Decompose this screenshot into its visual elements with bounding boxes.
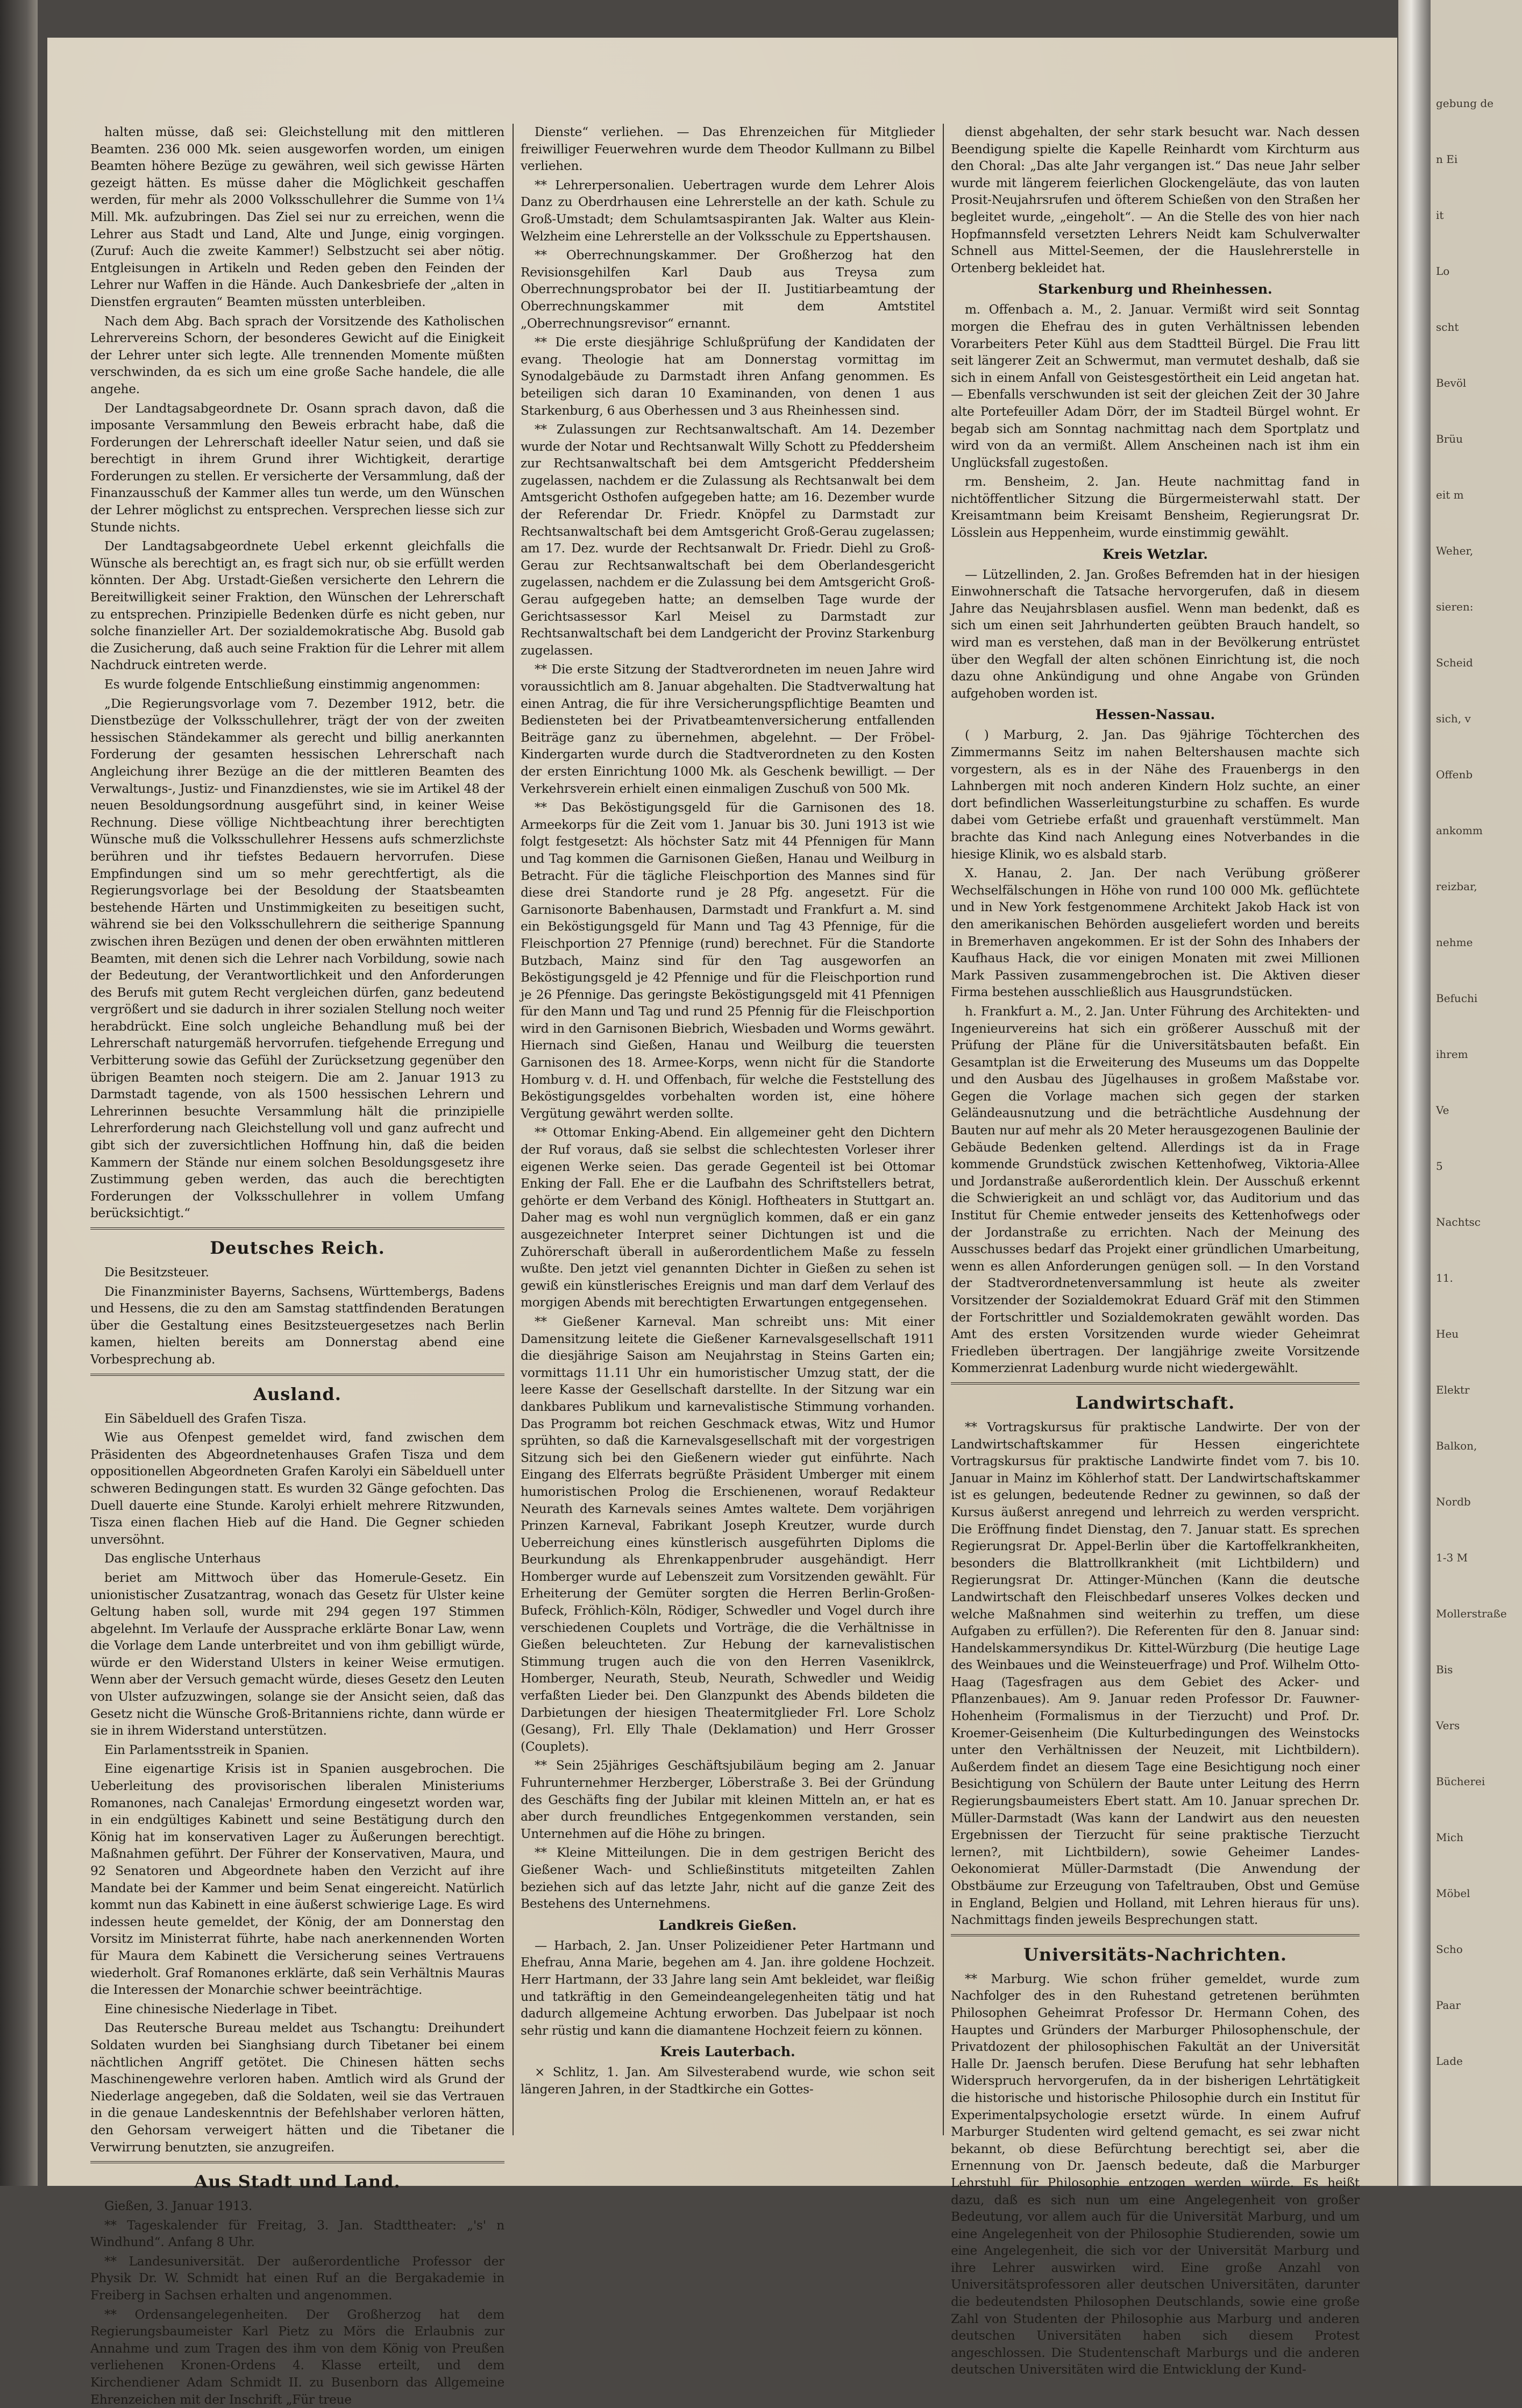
adjacent-page-fragment: scht [1436, 321, 1459, 333]
subsection-heading-kreis-wetzlar: Kreis Wetzlar. [1102, 546, 1208, 562]
article-paragraph: Gießen, 3. Januar 1913. [104, 2199, 253, 2214]
adjacent-page-fragment: Bücherei [1436, 1775, 1485, 1788]
section-rule [951, 1382, 1360, 1384]
article-paragraph: Der Landtagsabgeordnete Dr. Osann sprach davon, daß die imposante Versammlung den Beweis erbracht habe, daß die Forderungen der Lehrerschaft ideeller Natur seien, und daß sie berechtigt in ihrem Grund ihrer Wichtigkeit, derartige Forderungen zu stellen. Er versicherte der Versammlung, daß der Finanzausschuß der Kammer alles tun werde, um den Wünschen der Lehrer möglichst zu entsprechen. Versprechen liesse sich zur Stunde nichts. [90, 401, 504, 535]
article-paragraph: ** Ottomar Enking-Abend. Ein allgemeiner geht den Dichtern der Ruf voraus, daß sie selbst die schlechtesten Vorleser ihrer eigenen Werke seien. Das gerade Gegenteil ist bei Ottomar Enking der Fall. Ehe er die Laufbahn des Schriftstellers betrat, gehörte er dem Verband des Königl. Hoftheaters in Stuttgart an. Daher mag es wohl nun vergnüglich kommen, daß er ein ganz ausgezeichneter Interpret seiner Dichtungen ist und die Zuhörerschaft überall in außerordentlichem Maße zu fesseln wußte. Den jetzt viel genannten Dichter in Gießen zu sehen ist gewiß ein künstlerisches Ereignis und man darf dem Verlauf des morgigen Abends mit berechtigten Erwartungen entgegensehen. [521, 1125, 935, 1310]
article-paragraph: Eine chinesische Niederlage in Tibet. [104, 2001, 338, 2016]
adjacent-page-fragment: ankomm [1436, 824, 1483, 837]
section-heading-stadt-und-land: Aus Stadt und Land. [194, 2171, 401, 2192]
article-paragraph: ** Ordensangelegenheiten. Der Großherzog hat dem Regierungsbaumeister Karl Pietz zu Mörs die Erlaubnis zur Annahme und zum Tragen des ihm von dem König von Preußen verliehenen Kronen-Ordens 4. Klasse erteilt, und dem Kirchendiener Adam Schmidt II. zu Busenborn das Allgemeine Ehrenzeichen mit der Inschrift „Für treue [90, 2307, 504, 2407]
article-paragraph: ** Vortragskursus für praktische Landwirte. Der von der Landwirtschaftskammer für Hessen eingerichtete Vortragskursus für praktische Landwirte findet vom 7. bis 10. Januar in Mainz im Köhlerhof statt. Der Landwirtschaftskammer ist es gelungen, bedeutende Redner zu gewinnen, so daß der Kursus äußerst anregend und lehrreich zu werden verspricht. Die Eröffnung findet Dienstag, den 7. Januar statt. Es sprechen Regierungsrat Dr. Appel-Berlin über die Kartoffelkrankheiten, besonders die Blattrollkrankheit (mit Lichtbildern) und Regierungsrat Dr. Attinger-München (Kann die deutsche Landwirtschaft den Fleischbedarf unseres Volkes decken und welche Maßnahmen sind weiterhin zu treffen, um diese Aufgaben zu erfüllen?). Die Referenten für den 8. Januar sind: Handelskammersyndikus Dr. Kittel-Würzburg (Die heutige Lage des Weinbaues und die Weinsteuerfrage) und Prof. Wilhelm Otto-Haag (Tagesfragen aus dem Gebiet des Acker- und Pflanzenbaues). Am 9. Januar reden Professor Dr. Fauwner-Hohenheim (Formalismus in der Tierzucht) und Prof. Dr. Kroemer-Geisenheim (Die Kulturbedingungen des Weinstocks unter den Verhältnissen der Neuzeit, mit Lichtbildern). Außerdem findet an diesem Tage eine Besichtigung noch einer Besichtigung von Schülern der Baute unter Leitung des Herrn Regierungsbaumeisters Ebert statt. Am 10. Januar sprechen Dr. Müller-Darmstadt (Was kann der Landwirt aus den neuesten Ergebnissen der Tierzucht für seine praktische Tierzucht lernen?, mit Lichtbildern), sowie Geheimer Landes-Oekonomierat Müller-Darmstadt (Die Anwendung der Obstbäume zur Erzeugung von Tafeltrauben, Obst und Gemüse in England, Belgien und Holland, mit Lehren hieraus für uns). Nachmittags finden jeweils Besprechungen statt. [951, 1419, 1360, 1928]
section-heading-landwirtschaft: Landwirtschaft. [1075, 1392, 1235, 1413]
column-rule-2 [943, 124, 944, 2135]
adjacent-page-fragment: Mollerstraße [1436, 1607, 1507, 1620]
article-paragraph: dienst abgehalten, der sehr stark besucht war. Nach dessen Beendigung spielte die Kapelle Reinhardt vom Kirchturm aus den Choral: „Das alte Jahr vergangen ist.“ Das neue Jahr selber wurde mit längerem feierlichen Glockengeläute, das von lauten Prosit-Neujahrsrufen und öfterem Schießen von den Straßen her begleitet wurde, „eingeholt“. — An die Stelle des von hier nach Hopfmannsfeld versetzten Lehrers Neidt kam Schulverwalter Schnell aus Mittel-Seemen, der die Hauslehrerstelle in Ortenberg bekleidet hat. [951, 125, 1360, 275]
adjacent-page-fragment: Bis [1436, 1663, 1453, 1676]
article-paragraph: ** Gießener Karneval. Man schreibt uns: Mit einer Damensitzung leitete die Gießener Karnevalsgesellschaft 1911 die diesjährige Saison am Neujahrstag in Steins Garten ein; vormittags 11.11 Uhr ein humoristischer Umzug statt, der die leere Kasse der Gesellschaft darstellte. In der Sitzung war ein dankbares Publikum und karnevalistische Stimmung vorhanden. Das Programm bot reichen Geschmack etwas, Witz und Humor sprühten, so daß die Karnevalsgesellschaft mit der vorgestrigen Sitzung sich bei den Gießenern wieder gut einführte. Nach Eingang des Elferrats begrüßte Präsident Umberger mit einem humoristischen Prolog die Erschienenen, worauf Redakteur Neurath des Karnevals seines Amtes waltete. Dem vorjährigen Prinzen Karneval, Fabrikant Joseph Kreutzer, wurde durch Ueberreichung eines künstlerisch ausgeführten Diploms die Beurkundung als Ehrenkappenbruder ausgehändigt. Herr Homberger wurde auf Lebenszeit zum Vorsitzenden gewählt. Für Erheiterung der Gemüter sorgten die Herren Berlin-Großen-Bufeck, Fröhlich-Köln, Rödiger, Schwedler und Vogel durch ihre verschiedenen Couplets und Vorträge, die die Verhältnisse in Gießen beleuchteten. Zur Hebung der karnevalistischen Stimmung trugen auch die von den Herren Vaseniklrck, Homberger, Neurath, Steub, Neurath, Schwedler und Weidig verfaßten Lieder bei. Den Glanzpunkt des Abends bildeten die Darbietungen der hiesigen Theatermitglieder Frl. Lore Scholz (Gesang), Frl. Elly Thale (Deklamation) und Herr Grosser (Couplets). [521, 1314, 935, 1754]
article-paragraph: — Harbach, 2. Jan. Unser Polizeidiener Peter Hartmann und Ehefrau, Anna Marie, begehen am 4. Jan. ihre goldene Hochzeit. Herr Hartmann, der 33 Jahre lang sein Amt bekleidet, war fleißig und tatkräftig in den Gemeindeangelegenheiten tätig und hat dadurch allgemeine Achtung erworben. Das Jubelpaar ist noch sehr rüstig und kann die diamantene Hochzeit feiern zu können. [521, 1938, 935, 2038]
article-paragraph: Nach dem Abg. Bach sprach der Vorsitzende des Katholischen Lehrervereins Schorn, der besonderes Gewicht auf die Einigkeit der Lehrer unter sich legte. Alle trennenden Momente müßten verschwinden, da es sich um eine große Sache handele, die alle angehe. [90, 314, 504, 396]
subsection-heading-starkenburg: Starkenburg und Rheinhessen. [1038, 281, 1272, 297]
article-paragraph: Das Reutersche Bureau meldet aus Tschangtu: Dreihundert Soldaten wurden bei Sianghsiang durch Tibetaner bei einem nächtlichen Angriff getötet. Die Chinesen hätten sechs Maschinengewehre verloren haben. Amtlich wird als Grund der Niederlage angegeben, daß die Soldaten, weil sie das Vertrauen in die genaue Landeskenntnis der Befehlshaber verloren hätten, den Gehorsam verweigert hätten und die Tibetaner die Verwirrung benutzten, sie anzugreifen. [90, 2021, 504, 2155]
section-rule [90, 1374, 504, 1376]
adjacent-page-fragment: Brüu [1436, 432, 1463, 445]
article-paragraph: ** Marburg. Wie schon früher gemeldet, wurde zum Nachfolger des in den Ruhestand getretenen berühmten Philosophen Geheimrat Professor Dr. Hermann Cohen, des Hauptes und Gründers der Marburger Philosophenschule, der Privatdozent der philosophischen Fakultät an der Universität Halle Dr. Jaensch berufen. Diese Berufung hat sehr lebhaften Widerspruch hervorgerufen, da in der bisherigen Lehrtätigkeit die historische und historische Philosophie durch ein Institut für Experimentalpsychologie ersetzt würde. In einem Aufruf Marburger Studenten wird geltend gemacht, es sei zwar nicht bekannt, ob diese Befürchtung berechtigt sei, aber die Ernennung von Dr. Jaensch bedeute, daß die Marburger Lehrstuhl für Philosophie entzogen werden würde. Es heißt dazu, daß es sich nun um eine Angelegenheit von großer Bedeutung, vor allem auch für die Universität Marburg, und um eine Angelegenheit von der Philosophie Studierenden, sowie um eine Angelegenheit, die sich vor der Universität Marburg und ihre Lehrer auswirken wird. Eine große Anzahl von Universitätsprofessoren aller deutschen Universitäten, darunter die bedeutendsten Philosophen Deutschlands, sowie eine große Zahl von Studenten der Philosophie aus Marburg und anderen deutschen Universitäten haben sich diesem Protest angeschlossen. Die Studentenschaft Marburgs und die anderen deutschen Universitäten wird die Entwicklung der Kund- [951, 1971, 1360, 2377]
adjacent-page-strip [1431, 0, 1522, 2186]
adjacent-page-fragment: Nachtsc [1436, 1216, 1481, 1228]
section-heading-universitaets-nachrichten: Universitäts-Nachrichten. [1023, 1944, 1287, 1965]
adjacent-page-fragment: 1-3 M [1436, 1551, 1468, 1564]
article-paragraph: Ein Säbelduell des Grafen Tisza. [104, 1411, 307, 1426]
adjacent-page-fragment: eit m [1436, 488, 1464, 501]
adjacent-page-fragment: Möbel [1436, 1887, 1470, 1900]
subsection-heading-hessen-nassau: Hessen-Nassau. [1095, 707, 1215, 723]
article-paragraph: Dienste“ verliehen. — Das Ehrenzeichen für Mitglieder freiwilliger Feuerwehren wurde dem Theodor Kullmann zu Bilbel verliehen. [521, 125, 935, 174]
article-paragraph: Das englische Unterhaus [104, 1551, 261, 1566]
article-paragraph: ** Die erste Sitzung der Stadtverordneten im neuen Jahre wird voraussichtlich am 8. Januar abgehalten. Die Stadtverwaltung hat einen Antrag, die für ihre Versicherungspflichtige Beamten und Bediensteten bei der Privatbeamtenversicherung entfallenden Beiträge ganz zu übernehmen, abgelehnt. — Der Fröbel-Kindergarten wurde durch die Stadtverordneten zu den Kosten der ersten Einrichtung 1000 Mk. als Geschenk bewilligt. — Der Verkehrsverein erhielt einen einmaligen Zuschuß von 500 Mk. [521, 662, 935, 796]
article-paragraph: Die Finanzminister Bayerns, Sachsens, Württembergs, Badens und Hessens, die zu den am Samstag stattfindenden Beratungen über die Gestaltung eines Besitzsteuergesetzes nach Berlin kamen, hielten bereits am Donnerstag abend eine Vorbesprechung ab. [90, 1284, 504, 1367]
adjacent-page-fragment: Paar [1436, 1999, 1461, 2012]
section-rule [90, 1227, 504, 1230]
article-paragraph: ** Lehrerpersonalien. Uebertragen wurde dem Lehrer Alois Danz zu Oberdrhausen eine Lehrerstelle an der kath. Schule zu Groß-Umstadt; dem Schulamtsaspiranten Jak. Walter aus Klein-Welzheim eine Lehrerstelle an der Volksschule zu Eppertshausen. [521, 177, 935, 244]
adjacent-page-fragment: Vers [1436, 1719, 1460, 1732]
adjacent-page-fragment: nehme [1436, 936, 1473, 949]
article-paragraph: h. Frankfurt a. M., 2. Jan. Unter Führung des Architekten- und Ingenieurvereins hat sich ein größerer Ausschuß mit der Prüfung der Pläne für die Universitätsbauten befaßt. Ein Gesamtplan ist die Erweiterung des Museums um das Doppelte und den Ausbau des Jügelhauses in großem Maßstabe vor. Gegen die Vorlage machen sich gegen der starken Geländeausnutzung und die beträchtliche Ausdehnung der Bauten nur auf mehr als 20 Meter herausgezogenen Baulinie der Gebäude Bedenken geltend. Allerdings ist da in Frage kommende Grundstück zwischen Kettenhofweg, Viktoria-Allee und Jordanstraße außerordentlich klein. Der Ausschuß erkennt die Schwierigkeit an und schlägt vor, das Auditorium und das Institut für Chemie entweder jenseits des Kettenhofwegs oder der Jordanstraße zu errichten. Nach der Meinung des Ausschusses bedarf das Projekt einer gründlichen Umarbeitung, wenn es allen Anforderungen genügen soll. — In den Vorstand der Stadtverordnetenversammlung ist heute als zweiter Vorsitzender der Sozialdemokrat Eduard Gräf mit den Stimmen der Fortschrittler und Sozialdemokraten gewählt worden. Das Amt des ersten Vorsitzenden wurde wieder Geheimrat Friedleben übertragen. Der langjährige zweite Vorsitzende Kommerzienrat Ladenburg wurde nicht wiedergewählt. [951, 1004, 1360, 1376]
article-paragraph: m. Offenbach a. M., 2. Januar. Vermißt wird seit Sonntag morgen die Ehefrau des in guten Verhältnissen lebenden Vorarbeiters Peter Kühl aus dem Stadtteil Bürgel. Die Frau litt seit längerer Zeit an Schwermut, man vermutet deshalb, daß sie sich in einem Anfall von Geistesgestörtheit ein Leid angetan hat. — Ebenfalls verschwunden ist seit der gleichen Zeit der 30 Jahre alte Portefeuiller Adam Dörr, der im Stadteil Bürgel wohnt. Er begab sich am Sonntag nachmittag nach dem Sportplatz und wird von da an vermißt. Allem Anscheinen nach ist ihm ein Unglücksfall zugestoßen. [951, 302, 1360, 470]
adjacent-page-fragment: Offenb [1436, 768, 1473, 781]
section-rule [951, 1934, 1360, 1936]
adjacent-page-fragment: Balkon, [1436, 1439, 1477, 1452]
article-paragraph: ** Die erste diesjährige Schlußprüfung der Kandidaten der evang. Theologie hat am Donnerstag vormittag im Synodalgebäude zu Darmstadt ihren Anfang genommen. Es beteiligen sich daran 10 Examinanden, von denen 1 aus Starkenburg, 6 aus Oberhessen und 3 aus Rheinhessen sind. [521, 335, 935, 418]
subsection-heading-kreis-lauterbach: Kreis Lauterbach. [660, 2044, 795, 2060]
article-paragraph: rm. Bensheim, 2. Jan. Heute nachmittag fand in nichtöffentlicher Sitzung die Bürgermeisterwahl statt. Der Kreisamtmann beim Kreisamt Bensheim, Regierungsrat Dr. Lösslein aus Heppenheim, wurde einstimmig gewählt. [951, 474, 1360, 541]
adjacent-page-fragment: Heu [1436, 1327, 1459, 1340]
subsection-heading-landkreis-giessen: Landkreis Gießen. [658, 1917, 797, 1933]
article-paragraph: ** Landesuniversität. Der außerordentliche Professor der Physik Dr. W. Schmidt hat einen Ruf an die Bergakademie in Freiberg in Sachsen erhalten und angenommen. [90, 2254, 504, 2303]
section-heading-ausland: Ausland. [253, 1383, 342, 1404]
scan-right-edge [1398, 0, 1431, 2186]
adjacent-page-fragment: Weher, [1436, 544, 1474, 557]
section-heading-deutsches-reich: Deutsches Reich. [210, 1238, 385, 1258]
article-paragraph: — Lützellinden, 2. Jan. Großes Befremden hat in der hiesigen Einwohnerschaft die Tatsache hervorgerufen, daß in diesem Jahre das Neujahrsblasen ausfiel. Wenn man bedenkt, daß es sich um einen seit Jahrhunderten geübten Brauch handelt, so wird man es verstehen, daß man in der Bevölkerung entrüstet über den Wegfall der alten schönen Einrichtung ist, die noch dazu ohne Ankündigung und ohne Angabe von Gründen aufgehoben worden ist. [951, 567, 1360, 701]
adjacent-page-fragment: Befuchi [1436, 992, 1478, 1005]
column-rule-1 [513, 124, 514, 2135]
scan-left-edge [0, 0, 38, 2186]
adjacent-page-fragment: Scheid [1436, 656, 1473, 669]
adjacent-page-fragment: 5 [1436, 1160, 1443, 1173]
article-paragraph: Ein Parlamentsstreik in Spanien. [104, 1742, 309, 1757]
article-paragraph: Wie aus Ofenpest gemeldet wird, fand zwischen dem Präsidenten des Abgeordnetenhauses Grafen Tisza und dem oppositionellen Abgeordneten Grafen Karolyi ein Säbelduell unter schweren Bedingungen statt. Es wurden 32 Gänge gefochten. Das Duell dauerte eine Stunde. Karolyi erhielt mehrere Ritzwunden, Tisza einen flachen Hieb auf die Hand. Die Gegner schieden unversöhnt. [90, 1430, 504, 1547]
adjacent-page-fragment: 11. [1436, 1272, 1453, 1284]
article-paragraph: Die Besitzsteuer. [104, 1265, 209, 1280]
article-paragraph: X. Hanau, 2. Jan. Der nach Verübung größerer Wechselfälschungen in Höhe von rund 100 000 Mk. geflüchtete und in New York festgenommene Architekt Jakob Hack ist von den amerikanischen Behörden ausgeliefert worden und bereits in Bremerhaven angekommen. Er ist der Sohn des Inhabers der Kaufhaus Hack, die vor einigen Monaten mit zwei Millionen Mark Passiven zusammengebrochen ist. Die Aktiven dieser Firma bestehen ausschließlich aus Hausgrundstücken. [951, 866, 1360, 1000]
adjacent-page-fragment: reizbar, [1436, 880, 1477, 893]
adjacent-page-fragment: ihrem [1436, 1048, 1468, 1061]
article-paragraph: ** Kleine Mitteilungen. Die in dem gestrigen Bericht des Gießener Wach- und Schließinstituts mitgeteilten Zahlen beziehen sich auf das letzte Jahr, nicht auf die ganze Zeit des Bestehens des Unternehmens. [521, 1845, 935, 1912]
adjacent-page-fragment: sieren: [1436, 600, 1474, 613]
column-1 [90, 124, 504, 2407]
adjacent-page-fragment: it [1436, 209, 1444, 222]
article-paragraph: Der Landtagsabgeordnete Uebel erkennt gleichfalls die Wünsche als berechtigt an, es fragt sich nur, ob sie erfüllt werden könnten. Der Abg. Urstadt-Gießen versicherte den Lehrern die Bereitwilligkeit seiner Fraktion, den Wünschen der Lehrerschaft zu entsprechen. Prinzipielle Bedenken dürfe es nicht geben, nur solche finanzieller Art. Der sozialdemokratische Abg. Busold gab die Zusicherung, daß auch seine Fraktion für die Lehrer mit allem Nachdruck eintreten werde. [90, 539, 504, 673]
adjacent-page-fragment: Elektr [1436, 1383, 1470, 1396]
article-paragraph: beriet am Mittwoch über das Homerule-Gesetz. Ein unionistischer Zusatzantrag, wonach das Gesetz für Ulster keine Geltung haben soll, wurde mit 294 gegen 197 Stimmen abgelehnt. Im Verlaufe der Aussprache erklärte Bonar Law, wenn die Vorlage dem Lande unterbreitet und von ihm gebilligt würde, würde er den Widerstand Ulsters in keiner Weise ermutigen. Wenn aber der Versuch gemacht würde, dieses Gesetz den Leuten von Ulster aufzuzwingen, solange sie der Ansicht seien, daß das Gesetz nicht die Wünsche Groß-Britanniens richte, dann würde er sie in ihrem Widerstand unterstützen. [90, 1570, 504, 1738]
article-paragraph: ** Oberrechnungskammer. Der Großherzog hat den Revisionsgehilfen Karl Daub aus Treysa zum Oberrechnungsprobator bei der II. Justitiarbeamtung der Oberrechnungskammer mit dem Amtstitel „Oberrechnungsrevisor“ ernannt. [521, 248, 935, 331]
column-3 [951, 124, 1360, 2377]
article-paragraph: ** Zulassungen zur Rechtsanwaltschaft. Am 14. Dezember wurde der Notar und Rechtsanwalt Willy Schott zu Pfeddersheim zur Rechtsanwaltschaft bei dem Amtsgericht Pfeddersheim zugelassen, nachdem er die Zulassung als Rechtsanwalt bei dem Amtsgericht Osthofen aufgegeben hatte; am 16. Dezember wurde der Referendar Dr. Friedr. Knöpfel zu Darmstadt zur Rechtsanwaltschaft bei dem Amtsgericht Groß-Gerau zugelassen; am 17. Dez. wurde der Rechtsanwalt Dr. Friedr. Diehl zu Groß-Gerau zur Rechtsanwaltschaft bei dem Oberlandesgericht zugelassen, nachdem er die Zulassung bei dem Amtsgericht Groß-Gerau aufgegeben hatte; an demselben Tage wurde der Gerichtsassessor Karl Meisel zu Darmstadt zur Rechtsanwaltschaft bei dem Landgericht der Provinz Starkenburg zugelassen. [521, 422, 935, 658]
newspaper-page [47, 38, 1397, 2407]
article-paragraph: halten müsse, daß sei: Gleichstellung mit den mittleren Beamten. 236 000 Mk. seien ausgeworfen worden, um einigen Beamten höhere Bezüge zu gewähren, weil sich gewisse Härten gezeigt hätten. Es müsse daher die Möglichkeit geschaffen werden, für mehr als 2000 Volksschullehrer die Summe von 1¼ Mill. Mk. aufzubringen. Das Ziel sei nur zu erreichen, wenn die Lehrer aus Stadt und Land, Alte und Junge, einig vorgingen. (Zuruf: Auch die zweite Kammer!) Selbstzucht sei aber nötig. Entgleisungen in Artikeln und Reden geben den Feinden der Lehrer nur Waffen in die Hände. Auch Dankesbriefe der „alten in Dienstfen ergrauten“ Beamten müssten unterbleiben. [90, 125, 504, 309]
adjacent-page-fragment: gebung de [1436, 97, 1494, 110]
article-paragraph: Es wurde folgende Entschließung einstimmig angenommen: [104, 677, 480, 692]
article-paragraph: ( ) Marburg, 2. Jan. Das 9jährige Töchterchen des Zimmermanns Seitz im nahen Beltershausen machte sich vorgestern, als es in der Nähe des Frauenbergs in den Lahnbergen mit noch anderen Kindern Holz suchte, an einer dort befindlichen Wasserleitungsturbine zu schaffen. Es wurde dabei vom Getriebe erfaßt und grauenhaft verstümmelt. Man brachte das Kind nach Anlegung eines Notverbandes in die hiesige Klinik, wo es alsbald starb. [951, 728, 1360, 862]
adjacent-page-fragment: Bevöl [1436, 377, 1467, 389]
article-paragraph: ** Tageskalender für Freitag, 3. Jan. Stadttheater: „'s' n Windhund“. Anfang 8 Uhr. [90, 2218, 504, 2250]
article-paragraph: Eine eigenartige Krisis ist in Spanien ausgebrochen. Die Ueberleitung des provisorischen liberalen Ministeriums Romanones, nach Canalejas' Ermordung eingesetzt worden war, in ein endgültiges Kabinett und seine Bestätigung durch den König hat im konservativen Lager zu Äußerungen berechtigt. Maßnahmen geführt. Der Führer der Konservativen, Maura, und 92 Senatoren und Abgeordnete haben den Verzicht auf ihre Mandate bei der Kammer und beim Senat eingereicht. Natürlich kommt nun das Kabinett in eine äußerst schwierige Lage. Es wird indessen heute gemeldet, der König, der am Donnerstag den Vorsitz im Ministerrat führte, habe nach anerkennenden Worten für Maura dem Kabinett die Versicherung seines Vertrauens wiederholt. Graf Romanones erklärte, daß sein Verhältnis Mauras die Interessen der Monarchie schwer beeinträchtige. [90, 1761, 504, 1998]
article-paragraph: „Die Regierungsvorlage vom 7. Dezember 1912, betr. die Dienstbezüge der Volksschullehrer, trägt der von der zweiten hessischen Ständekammer als gerecht und billig anerkannten Forderung der gesamten hessischen Lehrerschaft nach Angleichung ihrer Bezüge an die der mittleren Beamten des Verwaltungs-, Justiz- und Finanzdienstes, wie sie im Artikel 48 der neuen Besoldungsordnung ausgeführt sind, in keiner Weise Rechnung. Diese völlige Nichtbeachtung ihrer berechtigten Wünsche muß die Volksschullehrer Hessens aufs schmerzlichste berühren und ihr tiefstes Bedauern hervorrufen. Diese Empfindungen sind um so mehr gerechtfertigt, als die Regierungsvorlage bei der Besoldung der Staatsbeamten bestehende Härten und Unstimmigkeiten zu beseitigen sucht, während sie bei den Volksschullehrern die seitherige Spannung zwischen ihren Bezügen und denen der oben erwähnten mittleren Beamten, mit denen sich die Lehrer nach Vorbildung, sowie nach der Bedeutung, der Verantwortlichkeit und den Anforderungen des Berufs mit gutem Recht vergleichen dürfen, ganz bedeutend vergrößert und sie dadurch in ihrer sozialen Stellung noch weiter herabdrückt. Eine solch ungleiche Behandlung muß bei der Lehrerschaft naturgemäß hervorrufen. tiefgehende Erregung und Verbitterung sowie das Gefühl der Zurücksetzung gegenüber den übrigen Beamten noch steigern. Die am 2. Januar 1913 zu Darmstadt tagende, von als 1500 hessischen Lehrern und Lehrerinnen besuchte Versammlung hält die prinzipielle Lehrerforderung nach Gleichstellung voll und ganz aufrecht und gibt sich der zuversichtlichen Hoffnung hin, daß die beiden Kammern der Stände nur einem solchen Besoldungsgesetz ihre Zustimmung geben werden, das auch die berechtigten Forderungen der Volksschullehrer in vollem Umfang berücksichtigt.“ [90, 696, 504, 1221]
column-2 [521, 124, 935, 2135]
adjacent-page-fragment: Lade [1436, 2055, 1463, 2068]
article-paragraph: ** Das Beköstigungsgeld für die Garnisonen des 18. Armeekorps für die Zeit vom 1. Januar bis 30. Juni 1913 ist wie folgt festgesetzt: Als höchster Satz mit 44 Pfennigen für Mann und Tag kommen die Garnisonen Gießen, Hanau und Weilburg in Betracht. Für die tägliche Fleischportion des Mannes sind für diese drei Standorte rund je 28 Pfg. angesetzt. Für die Garnisonorte Babenhausen, Darmstadt und Frankfurt a. M. sind ein Beköstigungsgeld für Mann und Tag 43 Pfennige, für die Fleischportion 27 Pfennige (rund) berechnet. Für die Standorte Butzbach, Mainz sind für den Tag ausgeworfen an Beköstigungsgeld je 42 Pfennige und für die Fleischportion rund je 26 Pfennige. Das geringste Beköstigungsgeld mit 41 Pfennigen für den Mann und Tag und rund 25 Pfennig für die Fleischportion wird in den Garnisonen Biebrich, Wiesbaden und Worms gewährt. Hiernach sind Gießen, Hanau und Weilburg die teuersten Garnisonen des 18. Armee-Korps, wenn nicht für die Standorte Homburg v. d. H. und Offenbach, für welche die Feststellung des Beköstigungsgeldes vorbehalten worden ist, eine höhere Vergütung gewährt werden sollte. [521, 800, 935, 1121]
article-paragraph: ** Sein 25jähriges Geschäftsjubiläum beging am 2. Januar Fuhrunternehmer Herzberger, Löberstraße 3. Bei der Gründung des Geschäfts fing der Jubilar mit kleinen Mitteln an, er hat es aber durch freundliches Entgegenkommen verstanden, sein Unternehmen auf die Höhe zu bringen. [521, 1758, 935, 1841]
adjacent-page-fragment: Ve [1436, 1104, 1449, 1117]
adjacent-page-fragment: Mich [1436, 1831, 1463, 1844]
adjacent-page-fragment: Scho [1436, 1943, 1463, 1956]
adjacent-page-fragment: n Ei [1436, 153, 1458, 166]
adjacent-page-fragment: Nordb [1436, 1495, 1471, 1508]
adjacent-page-fragment: sich, v [1436, 712, 1471, 725]
section-rule [90, 2161, 504, 2163]
adjacent-page-fragment: Lo [1436, 265, 1450, 278]
article-paragraph: × Schlitz, 1. Jan. Am Silvesterabend wurde, wie schon seit längeren Jahren, in der Stadtkirche ein Gottes- [521, 2065, 935, 2097]
